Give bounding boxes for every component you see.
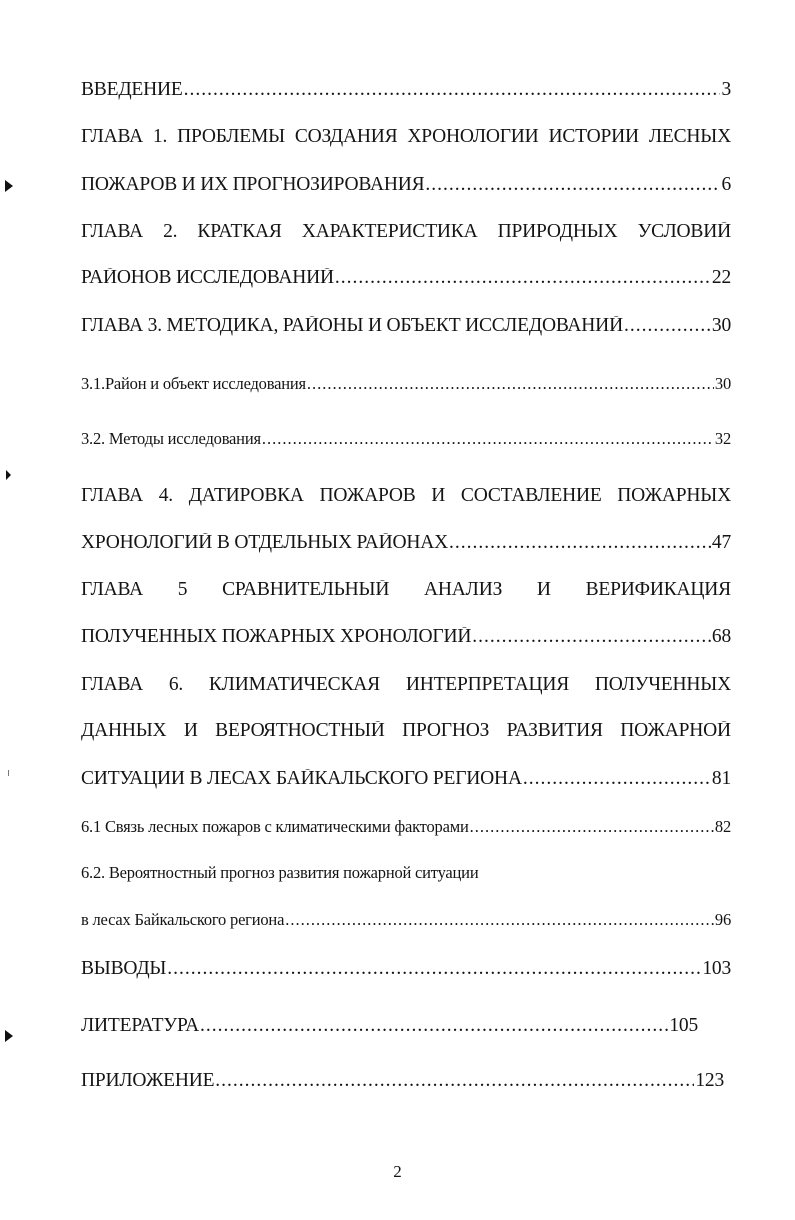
toc-entry-appendix[interactable]: ПРИЛОЖЕНИЕ ..... 123 bbox=[81, 1071, 724, 1091]
toc-entry-section-6-1[interactable]: 6.1 Связь лесных пожаров с климатическими факторами ..... 82 bbox=[81, 819, 731, 836]
toc-entry-chapter-6-line-1[interactable]: ГЛАВА 6. КЛИМАТИЧЕСКАЯ ИНТЕРПРЕТАЦИЯ ПОЛУЧЕННЫХ bbox=[81, 675, 731, 695]
toc-entry-chapter-2-line-2[interactable]: РАЙОНОВ ИССЛЕДОВАНИЙ ..... 22 bbox=[81, 268, 731, 288]
toc-entry-chapter-3[interactable]: ГЛАВА 3. МЕТОДИКА, РАЙОНЫ И ОБЪЕКТ ИССЛЕДОВАНИЙ ..... 30 bbox=[81, 316, 731, 336]
toc-entry-chapter-4-line-1[interactable]: ГЛАВА 4. ДАТИРОВКА ПОЖАРОВ И СОСТАВЛЕНИЕ ПОЖАРНЫХ bbox=[81, 486, 731, 506]
toc-entry-chapter-6-line-2[interactable]: ДАННЫХ И ВЕРОЯТНОСТНЫЙ ПРОГНОЗ РАЗВИТИЯ ПОЖАРНОЙ bbox=[81, 721, 731, 741]
toc-entry-conclusions[interactable]: ВЫВОДЫ ..... 103 bbox=[81, 959, 731, 979]
toc-entry-chapter-6-line-3[interactable]: СИТУАЦИИ В ЛЕСАХ БАЙКАЛЬСКОГО РЕГИОНА ..... 81 bbox=[81, 769, 731, 789]
toc-entry-chapter-1-line-2[interactable]: ПОЖАРОВ И ИХ ПРОГНОЗИРОВАНИЯ ..... 6 bbox=[81, 175, 731, 195]
toc-entry-section-3-1[interactable]: 3.1.Район и объект исследования ..... 30 bbox=[81, 376, 731, 393]
toc-entry-chapter-2-line-1[interactable]: ГЛАВА 2. КРАТКАЯ ХАРАКТЕРИСТИКА ПРИРОДНЫХ УСЛОВИЙ bbox=[81, 222, 731, 242]
toc-entry-chapter-5-line-1[interactable]: ГЛАВА 5 СРАВНИТЕЛЬНЫЙ АНАЛИЗ И ВЕРИФИКАЦИЯ bbox=[81, 580, 731, 600]
toc-entry-literature[interactable]: ЛИТЕРАТУРА ..... 105 bbox=[81, 1016, 698, 1036]
toc-entry-chapter-1-line-1[interactable]: ГЛАВА 1. ПРОБЛЕМЫ СОЗДАНИЯ ХРОНОЛОГИИ ИСТОРИИ ЛЕСНЫХ bbox=[81, 127, 731, 147]
toc-entry-chapter-4-line-2[interactable]: ХРОНОЛОГИЙ В ОТДЕЛЬНЫХ РАЙОНАХ ..... 47 bbox=[81, 533, 731, 553]
toc-entry-section-6-2-line-2[interactable]: в лесах Байкальского региона ..... 96 bbox=[81, 912, 731, 929]
scan-mark bbox=[5, 1030, 13, 1042]
scan-mark bbox=[5, 180, 13, 192]
toc-entry-chapter-5-line-2[interactable]: ПОЛУЧЕННЫХ ПОЖАРНЫХ ХРОНОЛОГИЙ ..... 68 bbox=[81, 627, 731, 647]
page-number: 2 bbox=[393, 1162, 402, 1181]
toc-entry-section-3-2[interactable]: 3.2. Методы исследования ..... 32 bbox=[81, 431, 731, 448]
scan-mark bbox=[6, 470, 11, 480]
toc-entry-intro[interactable]: ВВЕДЕНИЕ ..... 3 bbox=[81, 80, 731, 100]
scan-speck bbox=[8, 770, 9, 776]
toc-entry-section-6-2-line-1[interactable]: 6.2. Вероятностный прогноз развития пожарной ситуации bbox=[81, 865, 479, 882]
